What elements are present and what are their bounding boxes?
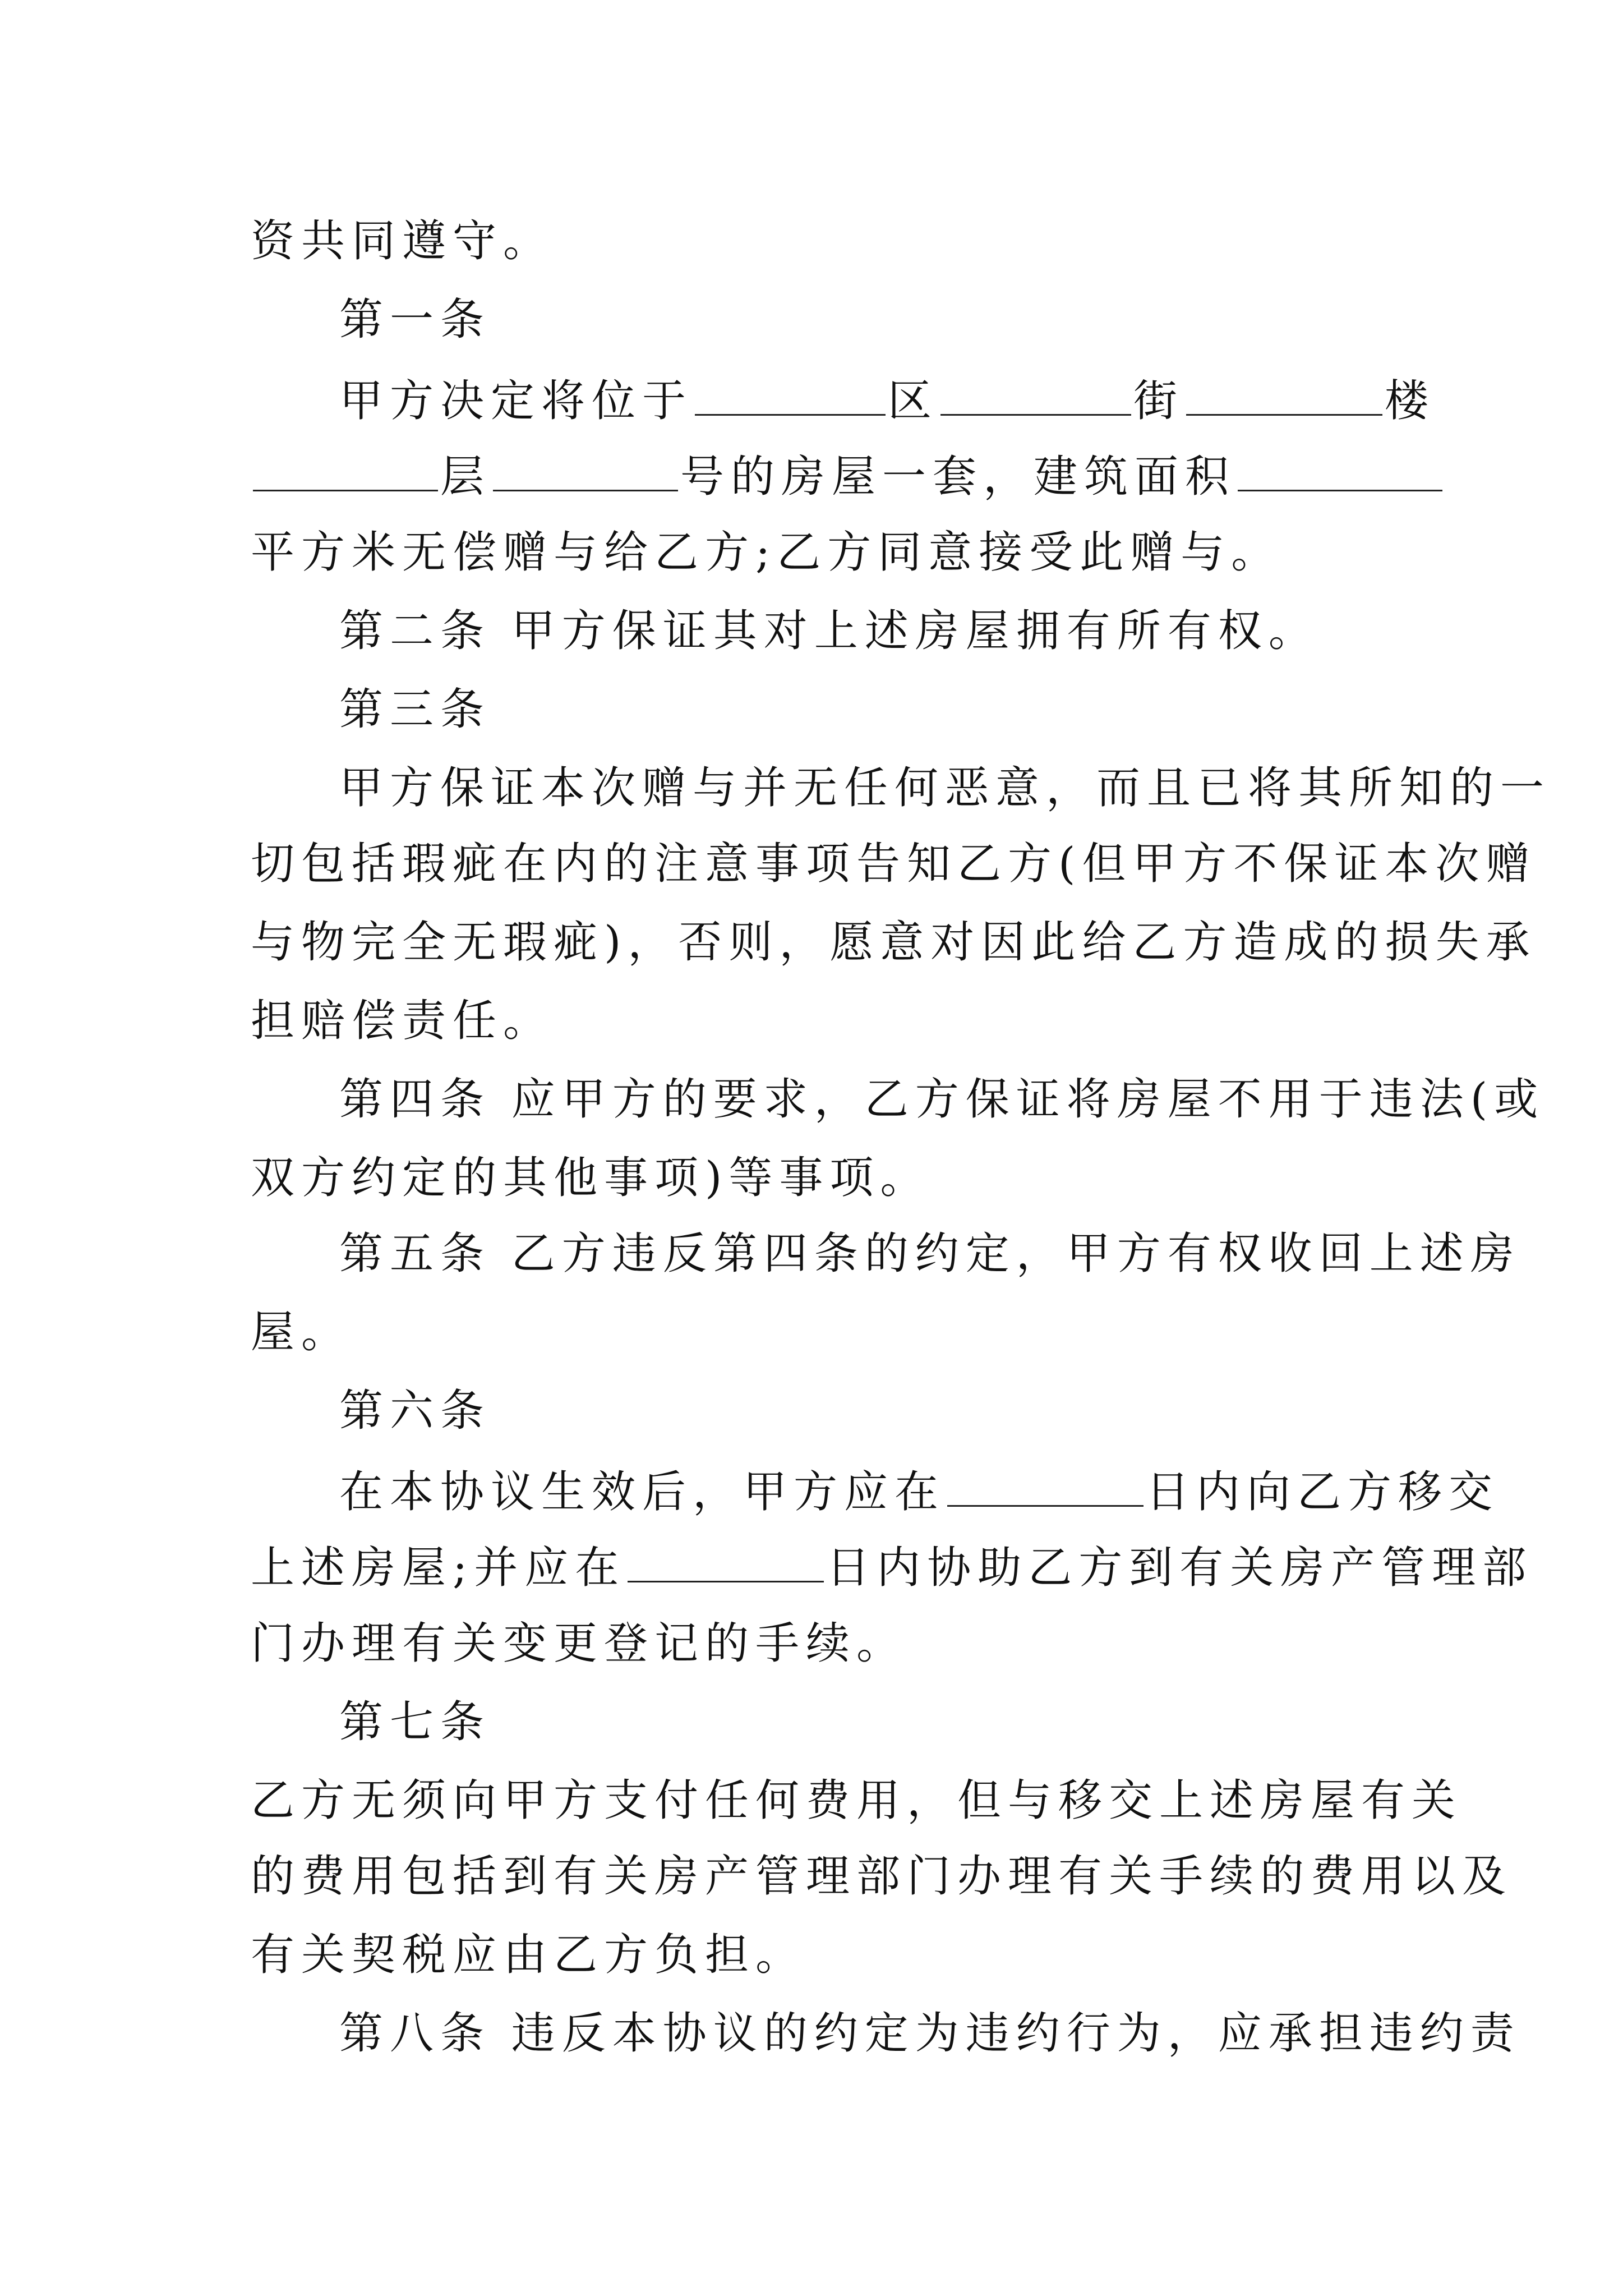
text-segment: 楼 xyxy=(1385,376,1436,426)
text-line: 门办理有关变更登记的手续。 xyxy=(251,1618,907,1669)
text-line: 资共同遵守。 xyxy=(251,216,554,266)
article-heading: 第八条 违反本协议的约定为违约行为，应承担违约责 xyxy=(339,2008,1521,2059)
fill-blank xyxy=(493,446,678,491)
article-heading: 第二条 甲方保证其对上述房屋拥有所有权。 xyxy=(339,606,1319,656)
article-heading: 第一条 xyxy=(339,295,491,345)
article-heading: 第四条 应甲方的要求，乙方保证将房屋不用于违法(或 xyxy=(339,1074,1545,1125)
text-segment: 区 xyxy=(888,376,939,426)
fill-blank xyxy=(695,370,886,416)
text-line: 切包括瑕疵在内的注意事项告知乙方(但甲方不保证本次赠 xyxy=(251,839,1537,889)
text-line: 有关契税应由乙方负担。 xyxy=(251,1930,806,1980)
text-segment: 号的房屋一套，建筑面积 xyxy=(680,452,1236,502)
text-line xyxy=(339,1461,1499,1517)
text-line: 双方约定的其他事项)等事项。 xyxy=(251,1153,931,1203)
fill-blank xyxy=(628,1537,824,1582)
text-segment: 日内协助乙方到有关房产管理部 xyxy=(826,1543,1533,1593)
fill-blank xyxy=(940,370,1131,416)
article-heading: 第五条 乙方违反第四条的约定，甲方有权收回上述房 xyxy=(339,1228,1521,1279)
fill-blank xyxy=(1238,446,1442,491)
article-heading: 第六条 xyxy=(339,1386,491,1436)
text-segment: 甲方决定将位于 xyxy=(339,376,693,426)
text-line: 屋。 xyxy=(251,1307,352,1358)
text-line xyxy=(251,446,1445,502)
text-segment: 层 xyxy=(440,452,491,502)
text-line: 担赔偿责任。 xyxy=(251,996,554,1046)
text-segment: 上述房屋;并应在 xyxy=(251,1543,626,1593)
article-heading: 第七条 xyxy=(339,1697,491,1747)
text-segment: 日内向乙方移交 xyxy=(1146,1467,1500,1517)
fill-blank xyxy=(253,446,438,491)
text-line xyxy=(251,1537,1533,1593)
article-heading: 第三条 xyxy=(339,684,491,735)
text-line: 与物完全无瑕疵)，否则，愿意对因此给乙方造成的损失承 xyxy=(251,917,1537,968)
text-line xyxy=(339,370,1435,426)
fill-blank xyxy=(1186,370,1382,416)
text-line: 平方米无偿赠与给乙方;乙方同意接受此赠与。 xyxy=(251,527,1282,578)
text-segment: 在本协议生效后，甲方应在 xyxy=(339,1467,946,1517)
fill-blank xyxy=(947,1461,1144,1507)
text-line: 的费用包括到有关房产管理部门办理有关手续的费用以及 xyxy=(251,1851,1513,1902)
text-segment: 街 xyxy=(1133,376,1184,426)
text-line: 乙方无须向甲方支付任何费用，但与移交上述房屋有关 xyxy=(251,1775,1463,1826)
text-line: 甲方保证本次赠与并无任何恶意，而且已将其所知的一 xyxy=(339,763,1551,813)
